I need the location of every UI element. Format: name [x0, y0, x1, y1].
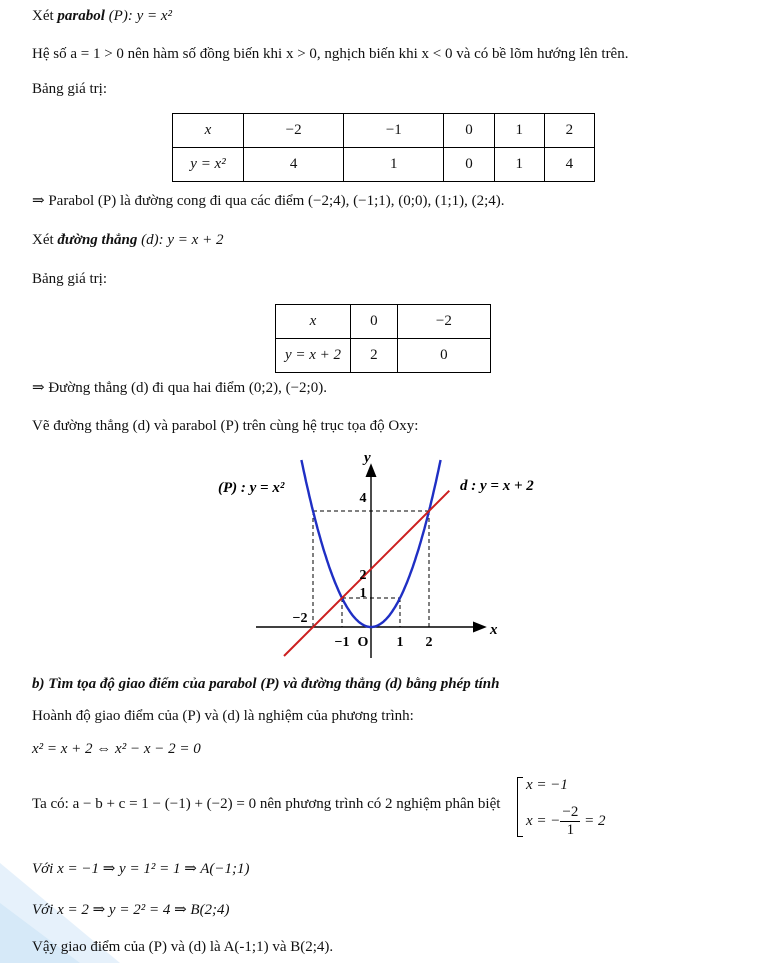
table-cell: 0	[444, 114, 494, 148]
table-cell: y = x + 2	[276, 339, 351, 373]
case-x-2: Với x = 2 ⇒ y = 2² = 4 ⇒ B(2;4)	[32, 902, 230, 918]
parabola-heading: Xét parabol (P): y = x²	[32, 8, 173, 24]
table-cell: 0	[351, 305, 398, 339]
table-cell: −2	[397, 305, 490, 339]
table-cell: −1	[344, 114, 444, 148]
line-d	[284, 491, 449, 656]
value-table-label: Bảng giá trị:	[32, 81, 107, 97]
taco-text: Ta có: a − b + c = 1 − (−1) + (−2) = 0 nên phương trình có 2 nghiệm phân biệt	[32, 796, 501, 812]
table-cell: 2	[351, 339, 398, 373]
part-b-intro: Hoành độ giao điểm của (P) và (d) là nghiệm của phương trình:	[32, 708, 414, 724]
tick-label-x: 1	[396, 635, 404, 650]
table-cell: 1	[494, 114, 544, 148]
tick-label-x: −1	[334, 635, 350, 650]
tick-label-y: 4	[359, 491, 367, 506]
case-x-minus-1: Với x = −1 ⇒ y = 1² = 1 ⇒ A(−1;1)	[32, 861, 250, 877]
table-cell: y = x²	[173, 148, 244, 182]
tick-label-x: 2	[425, 635, 433, 650]
quadratic-equation: x² = x + 2 ⇔ x² − x − 2 = 0	[32, 741, 201, 757]
parabola-conclusion: ⇒ Parabol (P) là đường cong đi qua các điểm (−2;4), (−1;1), (0;0), (1;1), (2;4).	[32, 193, 505, 209]
line-heading: Xét đường thẳng (d): y = x + 2	[32, 232, 224, 248]
draw-intro: Vẽ đường thẳng (d) và parabol (P) trên cùng hệ trục tọa độ Oxy:	[32, 418, 419, 434]
table-cell: 0	[397, 339, 490, 373]
table-cell: 2	[544, 114, 594, 148]
value-table-label: Bảng giá trị:	[32, 271, 107, 287]
roots-bracket	[517, 777, 523, 837]
coefficient-text: Hệ số a = 1 > 0 nên hàm số đồng biến khi x > 0, nghịch biến khi x < 0 và có bề lõm hướng lên trên.	[32, 46, 629, 62]
origin-label: O	[357, 635, 369, 650]
table-cell: −2	[244, 114, 344, 148]
table-cell: 0	[444, 148, 494, 182]
table-cell: 1	[494, 148, 544, 182]
root-2: x = − $\frac{-2}{1}$ = 2	[526, 804, 606, 838]
root-2-fraction: $\frac{-2}{1}$	[562, 804, 579, 838]
tick-label-y: 2	[359, 568, 367, 583]
table-cell: 4	[244, 148, 344, 182]
root-1: x = −1	[526, 777, 568, 793]
y-axis-label: y	[364, 450, 371, 466]
tick-label-y: 1	[359, 586, 367, 601]
final-conclusion: Vậy giao điểm của (P) và (d) là A(-1;1) và B(2;4).	[32, 939, 334, 955]
part-b-title: b) Tìm tọa độ giao điểm của parabol (P) và đường thẳng (d) bằng phép tính	[32, 676, 500, 692]
tick-label-x-neg: −2	[292, 611, 308, 626]
table-cell: 4	[544, 148, 594, 182]
table-cell: 1	[344, 148, 444, 182]
line-label: d : y = x + 2	[460, 478, 534, 494]
table-cell: x	[276, 305, 351, 339]
parabola-label: (P) : y = x²	[218, 480, 285, 496]
x-axis-label: x	[490, 622, 498, 638]
table-cell: x	[173, 114, 244, 148]
line-conclusion: ⇒ Đường thẳng (d) đi qua hai điểm (0;2), (−2;0).	[32, 380, 327, 396]
